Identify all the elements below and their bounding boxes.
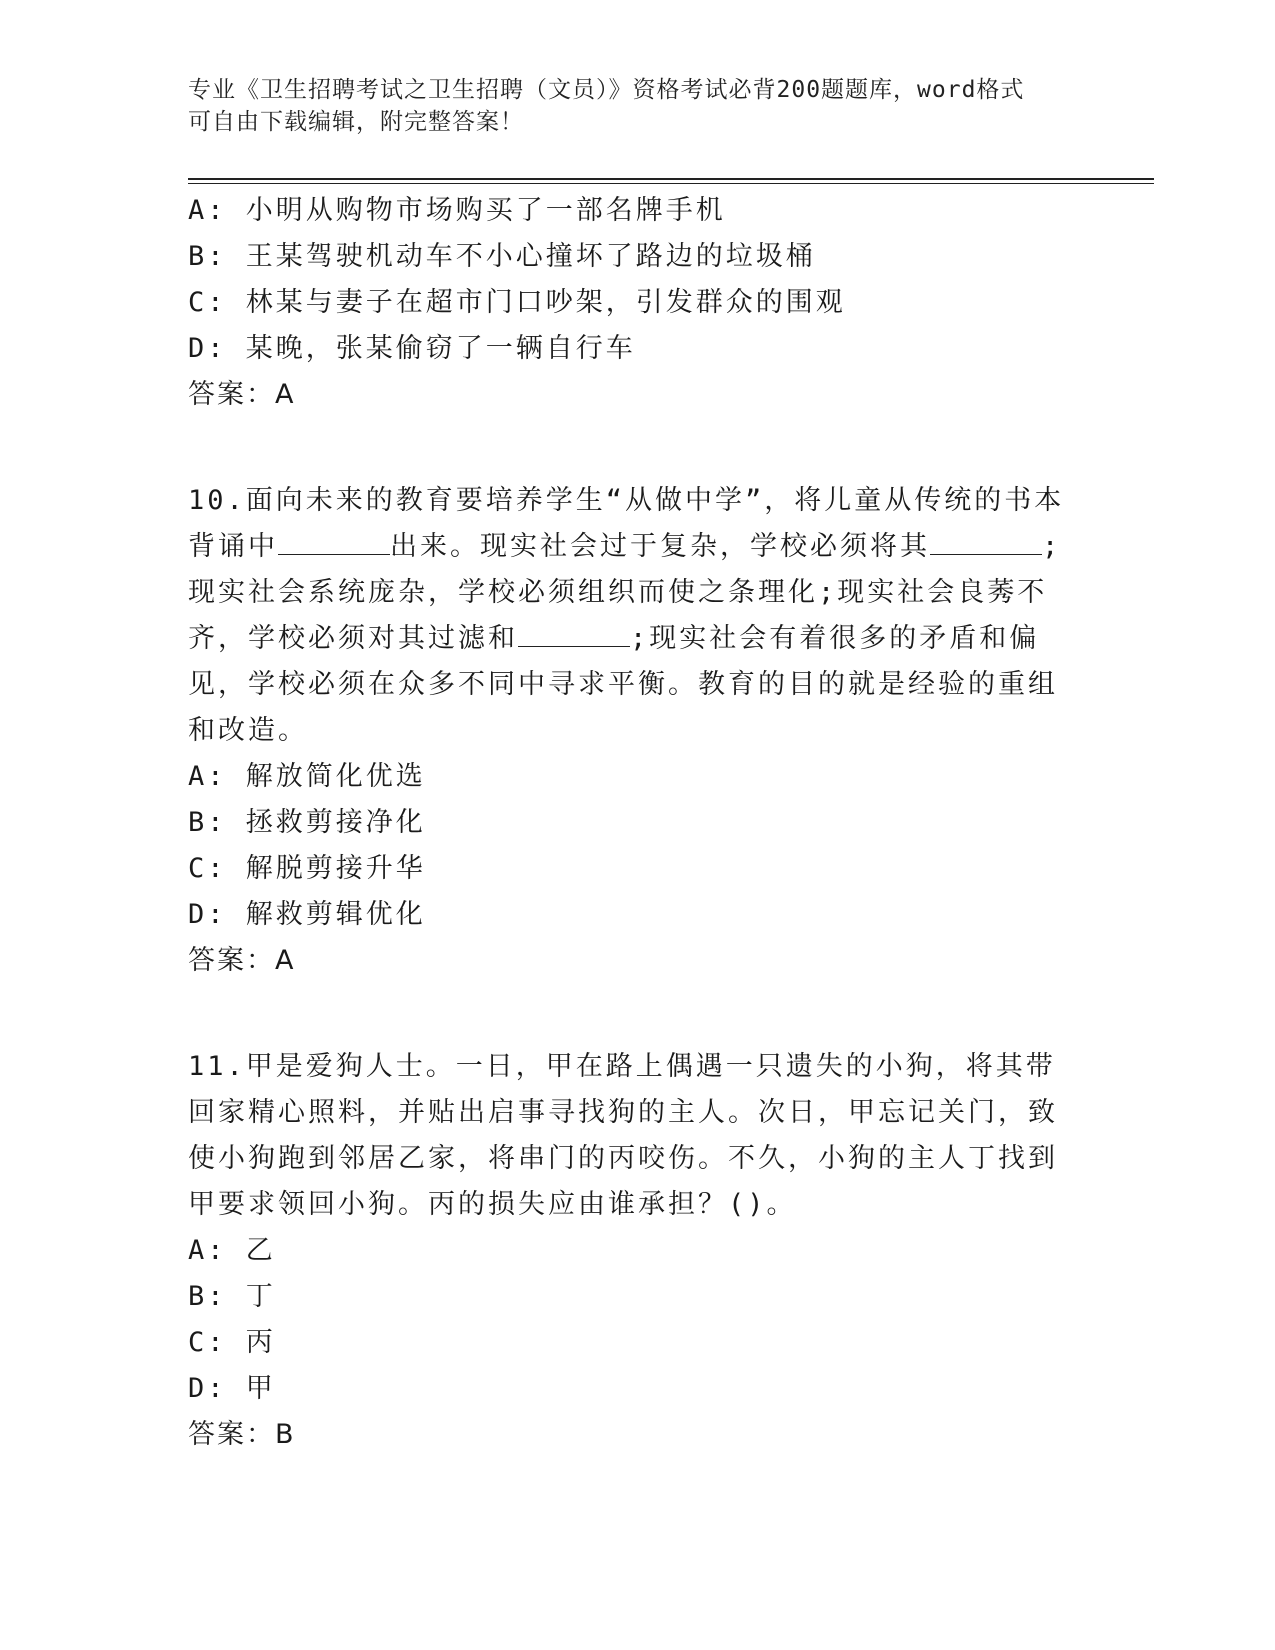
option-c: C: 林某与妻子在超市门口吵架，引发群众的围观 bbox=[188, 287, 846, 318]
answer-key: 答案：B bbox=[188, 1419, 296, 1450]
question-11 bbox=[188, 1044, 1088, 1458]
option-a: A: 小明从购物市场购买了一部名牌手机 bbox=[188, 195, 726, 226]
question-stem: 11.甲是爱狗人士。一日，甲在路上偶遇一只遗失的小狗，将其带回家精心照料，并贴出启事寻找狗的主人。次日，甲忘记关门，致使小狗跑到邻居乙家，将串门的丙咬伤。不久，小狗的主人丁找到甲要求领回小狗。丙的损失应由谁承担？()。 bbox=[188, 1051, 1058, 1220]
header-title-line-2: 可自由下载编辑，附完整答案！ bbox=[188, 109, 524, 135]
question-list bbox=[188, 188, 1088, 1458]
option-c: C: 解脱剪接升华 bbox=[188, 853, 426, 884]
fill-blank-3 bbox=[518, 620, 630, 647]
spacer bbox=[188, 984, 1088, 1044]
question-10 bbox=[188, 478, 1088, 984]
stem-part-2: 出来。现实社会过于复杂，学校必须将其 bbox=[390, 531, 930, 562]
spacer bbox=[188, 418, 1088, 478]
header-title-line-1: 专业《卫生招聘考试之卫生招聘（文员）》资格考试必背200题题库，word格式 bbox=[188, 77, 1025, 103]
option-a: A: 解放简化优选 bbox=[188, 761, 426, 792]
option-b: B: 丁 bbox=[188, 1281, 276, 1312]
stem-part-4: ;现实社会有着很多的矛盾和偏见，学校必须在众多不同中寻求平衡。教育的目的就是经验的重组和改造。 bbox=[188, 623, 1058, 746]
stem-part-1: 10.面向未来的教育要培养学生“从做中学”，将儿童从传统的书本背诵中 bbox=[188, 485, 1065, 562]
question-9 bbox=[188, 188, 1088, 418]
answer-key: 答案：A bbox=[188, 945, 296, 976]
document-header bbox=[188, 74, 1088, 138]
option-c: C: 丙 bbox=[188, 1327, 276, 1358]
fill-blank-2 bbox=[930, 528, 1042, 555]
option-b: B: 王某驾驶机动车不小心撞坏了路边的垃圾桶 bbox=[188, 241, 816, 272]
answer-key: 答案：A bbox=[188, 379, 296, 410]
stem-part-3: ;现实社会系统庞杂，学校必须组织而使之条理化;现实社会良莠不齐，学校必须对其过滤和 bbox=[188, 531, 1062, 654]
option-d: D: 解救剪辑优化 bbox=[188, 899, 426, 930]
option-d: D: 某晚，张某偷窃了一辆自行车 bbox=[188, 333, 636, 364]
question-stem bbox=[188, 478, 1068, 754]
option-a: A: 乙 bbox=[188, 1235, 276, 1266]
header-rule-thin bbox=[188, 183, 1154, 184]
option-b: B: 拯救剪接净化 bbox=[188, 807, 426, 838]
fill-blank-1 bbox=[278, 528, 390, 555]
option-d: D: 甲 bbox=[188, 1373, 276, 1404]
header-rule-thick bbox=[188, 178, 1154, 180]
